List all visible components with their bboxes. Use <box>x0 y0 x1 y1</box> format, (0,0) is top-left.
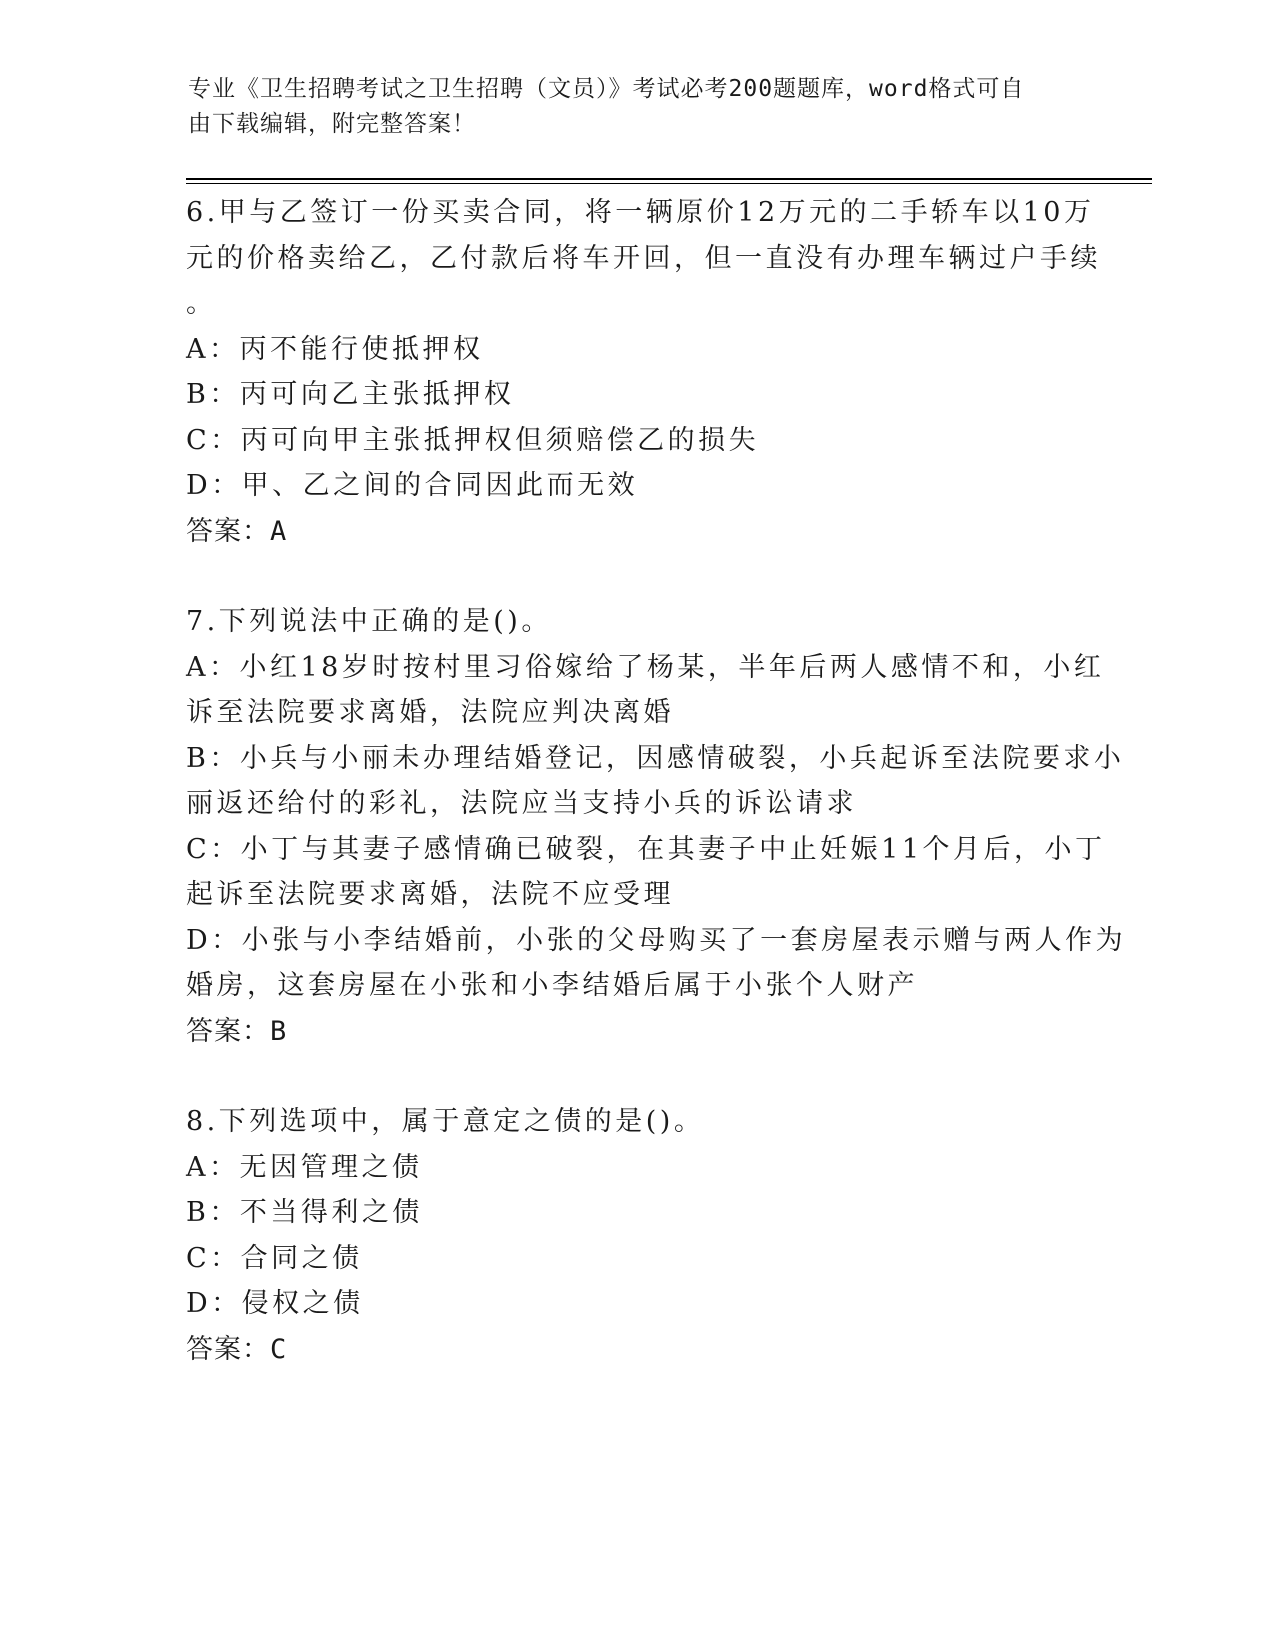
option-d-continued: 婚房，这套房屋在小张和小李结婚后属于小张个人财产 <box>186 970 918 1001</box>
question-item <box>186 190 1101 554</box>
question-stem-line: 元的价格卖给乙，乙付款后将车开回，但一直没有办理车辆过户手续 <box>186 242 1101 274</box>
option-d: D：甲、乙之间的合同因此而无效 <box>186 470 639 501</box>
option-a: A：丙不能行使抵押权 <box>186 333 484 365</box>
option-c: C：小丁与其妻子感情确已破裂，在其妻子中止妊娠11个月后，小丁 <box>186 833 1106 865</box>
question-list <box>186 190 1127 1372</box>
option-b-continued: 丽返还给付的彩礼，法院应当支持小兵的诉讼请求 <box>186 788 857 819</box>
option-a: A：小红18岁时按村里习俗嫁给了杨某，半年后两人感情不和，小红 <box>186 651 1105 683</box>
option-d: D：侵权之债 <box>186 1288 364 1319</box>
question-spacer <box>186 1054 1086 1099</box>
question-stem-line: 7.下列说法中正确的是()。 <box>186 606 552 637</box>
header-divider-thick <box>186 178 1152 180</box>
option-c: C：合同之债 <box>186 1242 363 1274</box>
question-stem-line: 6.甲与乙签订一份买卖合同，将一辆原价12万元的二手轿车以10万 <box>186 197 1095 228</box>
question-item <box>186 1099 1086 1372</box>
header-line-2: 由下载编辑，附完整答案！ <box>188 111 476 137</box>
answer-line: 答案：C <box>186 1333 288 1365</box>
option-d: D：小张与小李结婚前，小张的父母购买了一套房屋表示赠与两人作为 <box>186 924 1127 956</box>
option-a: A：无因管理之债 <box>186 1151 423 1183</box>
header-line-1: 专业《卫生招聘考试之卫生招聘（文员）》考试必考200题题库，word格式可自 <box>188 76 1025 102</box>
question-spacer <box>186 554 1086 599</box>
document-header <box>188 72 1068 142</box>
answer-line: 答案：B <box>186 1015 288 1047</box>
question-stem-line: 8.下列选项中，属于意定之债的是()。 <box>186 1106 705 1137</box>
question-item <box>186 599 1127 1054</box>
question-stem-line: 。 <box>186 288 217 319</box>
option-b: B：小兵与小丽未办理结婚登记，因感情破裂，小兵起诉至法院要求小 <box>186 742 1125 774</box>
option-c: C：丙可向甲主张抵押权但须赔偿乙的损失 <box>186 424 760 456</box>
option-c-continued: 起诉至法院要求离婚，法院不应受理 <box>186 879 674 910</box>
option-b: B：不当得利之债 <box>186 1197 423 1228</box>
option-a-continued: 诉至法院要求离婚，法院应判决离婚 <box>186 697 674 728</box>
option-b: B：丙可向乙主张抵押权 <box>186 379 515 410</box>
answer-line: 答案：A <box>186 515 288 547</box>
header-divider-thin <box>186 183 1152 184</box>
